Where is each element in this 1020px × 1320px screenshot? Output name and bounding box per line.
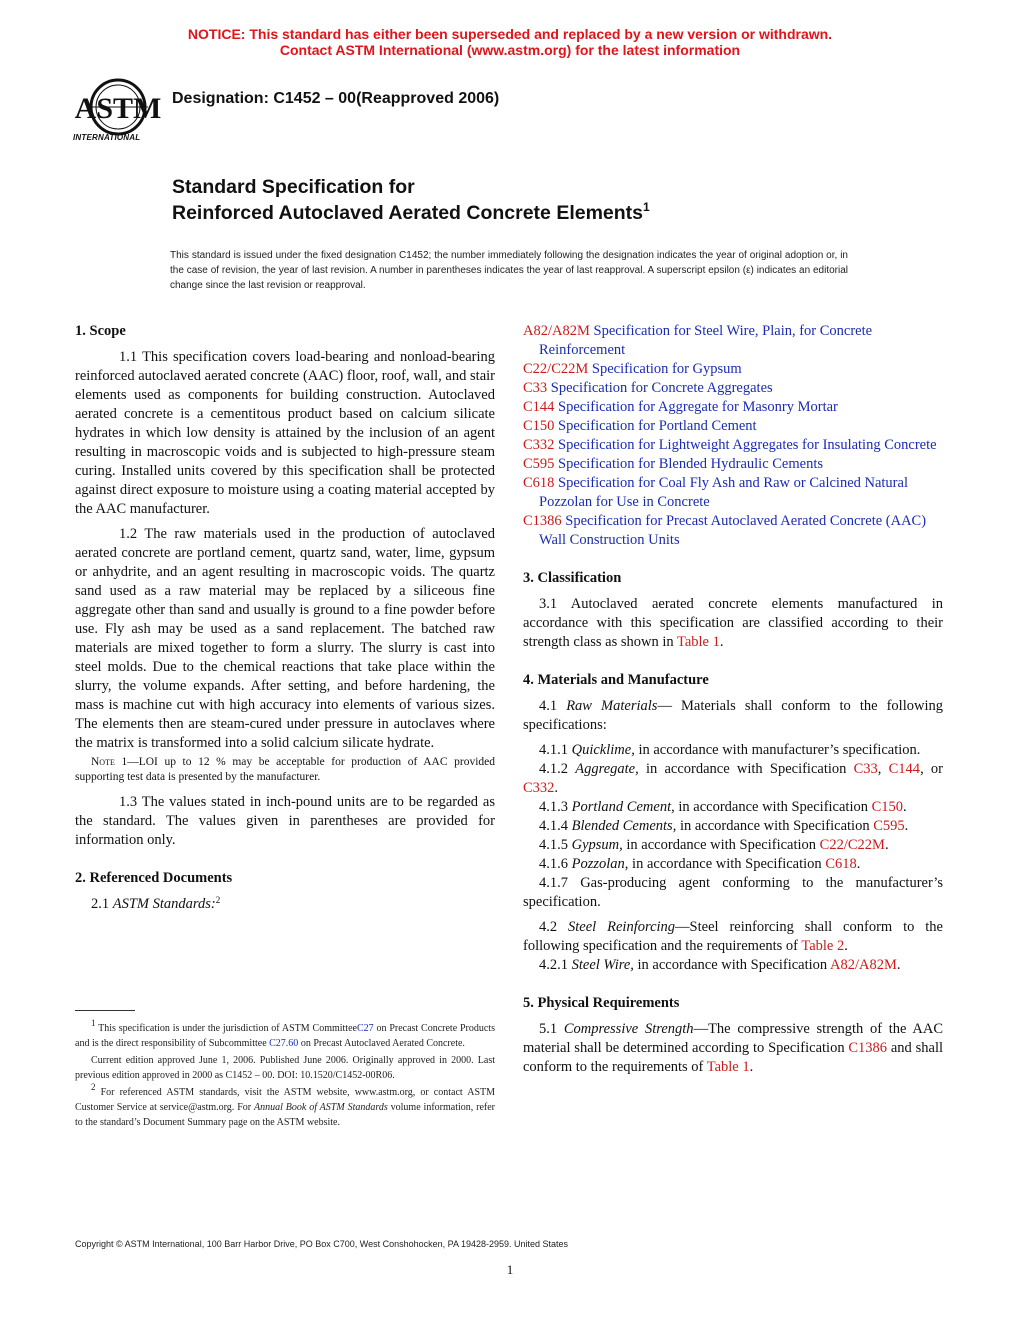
paragraph-1-3: 1.3 The values stated in inch-pound units are to be regarded as the standard. The values given in parentheses are provided for information only.: [75, 794, 495, 848]
designation: Designation: C1452 – 00(Reapproved 2006): [172, 90, 500, 107]
para-number: 4.1.5: [539, 837, 572, 853]
para-end: .: [856, 856, 861, 872]
link-table-1[interactable]: Table 1: [706, 1059, 750, 1075]
ref-code[interactable]: C22/C22M: [523, 361, 589, 377]
ref-item[interactable]: [507, 398, 943, 417]
ref-code[interactable]: C33: [523, 380, 548, 396]
footnote-1-text-c: on Precast Autoclaved Aerated Concrete.: [298, 1038, 465, 1049]
ref-title[interactable]: Specification for Gypsum: [591, 361, 742, 377]
section-3-heading: 3. Classification: [523, 570, 622, 586]
footnote-divider: [75, 1010, 135, 1011]
para-italic: Steel Reinforcing: [568, 919, 676, 935]
copyright-line: Copyright © ASTM International, 100 Barr Harbor Drive, PO Box C700, West Conshohocken, PA 19428-2959. United States: [75, 1239, 569, 1249]
ref-item[interactable]: [507, 417, 943, 436]
section-2-heading: 2. Referenced Documents: [75, 870, 233, 886]
intro-paragraph: This standard is issued under the fixed designation C1452; the number immediately following the designation indicates the year of original adoption or, in the case of revision, the year of last revision. A number in parentheses indicates the year of last reapproval. A superscript epsilon (ε) indicates an editorial change since the last revision or reapproval.: [170, 250, 848, 291]
para-italic: Portland Cement,: [571, 799, 675, 815]
ref-title[interactable]: Specification for Coal Fly Ash and Raw or Calcined Natural Pozzolan for Use in Concrete: [539, 475, 908, 510]
para-number: 4.2: [539, 919, 569, 935]
ref-title[interactable]: Specification for Portland Cement: [558, 418, 757, 434]
ref-item[interactable]: [507, 322, 943, 360]
ref-title[interactable]: Specification for Blended Hydraulic Cements: [558, 456, 823, 472]
para-end: .: [749, 1059, 754, 1075]
ref-item[interactable]: [507, 474, 943, 512]
paragraph-4-1-3: [523, 798, 943, 817]
para-text: — Materials shall conform to the following specifications:: [523, 698, 943, 733]
note-text: —LOI up to 12 % may be acceptable for production of AAC provided supporting test data is presented by the manufacturer.: [75, 756, 495, 783]
para-text: in accordance with Specification: [628, 856, 826, 872]
paragraph-2-1: [75, 895, 495, 914]
ref-code[interactable]: C595: [523, 456, 555, 472]
para-end: .: [903, 799, 907, 815]
footnote-2-mark: 2: [91, 1082, 96, 1092]
paragraph-4-1-7: 4.1.7 Gas-producing agent conforming to the manufacturer’s specification.: [523, 875, 943, 910]
para-text: in accordance with Specification: [676, 818, 874, 834]
footnote-1: [75, 1018, 495, 1051]
ref-item[interactable]: [507, 512, 943, 550]
para-text: —The compressive strength of the AAC material shall be determined according to Specification: [523, 1021, 944, 1056]
para-text: in accordance with Specification: [633, 957, 830, 973]
ref-code[interactable]: C1386: [523, 513, 562, 529]
link-a82[interactable]: A82/A82M: [829, 957, 897, 973]
para-end: .: [719, 634, 724, 650]
logo-wordmark: INTERNATIONAL: [73, 133, 141, 142]
referenced-standards-list: [507, 322, 943, 550]
para-text: —Steel reinforcing shall conform to the following specification and the requirements of: [523, 919, 943, 954]
footnote-1-text-a: This specification is under the jurisdiction of ASTM Committee: [95, 1023, 357, 1034]
para-italic: Gypsum,: [571, 837, 623, 853]
para-italic: Pozzolan,: [571, 856, 629, 872]
para-text: in accordance with Specification: [674, 799, 872, 815]
title-main: Reinforced Autoclaved Aerated Concrete Elements: [172, 202, 644, 224]
ref-code[interactable]: C332: [523, 437, 555, 453]
paragraph-4-1-5: [523, 836, 943, 855]
paragraph-4-1-6: [523, 855, 943, 874]
paragraph-4-1-1: [523, 741, 943, 760]
section-5-heading: 5. Physical Requirements: [523, 995, 680, 1011]
para-number: 4.2.1: [539, 957, 572, 973]
link-c618[interactable]: C618: [825, 856, 857, 872]
right-column: [523, 322, 943, 1083]
left-column: [75, 322, 495, 920]
ref-title[interactable]: Specification for Concrete Aggregates: [550, 380, 773, 396]
para-end: .: [884, 837, 889, 853]
link-table-2[interactable]: Table 2: [801, 938, 845, 954]
paragraph-4-1-2: [523, 760, 943, 798]
paragraph-5-1: [523, 1020, 943, 1077]
para-number: 4.1.3: [539, 799, 572, 815]
link-c144[interactable]: C144: [888, 761, 921, 777]
section-4-heading: 4. Materials and Manufacture: [523, 672, 709, 688]
para-italic: Quicklime,: [571, 742, 635, 758]
para-text: and shall conform to the requirements of: [523, 1040, 943, 1075]
note-label: Note 1: [91, 756, 128, 768]
para-end: .: [896, 957, 901, 973]
page-number: 1: [506, 1262, 514, 1277]
ref-code[interactable]: C150: [523, 418, 555, 434]
notice-line-2: Contact ASTM International (www.astm.org) for the latest information: [279, 42, 741, 58]
para-italic: Blended Cements,: [571, 818, 677, 834]
link-c22[interactable]: C22/C22M: [819, 837, 885, 853]
para-number: 4.1.1: [539, 742, 572, 758]
link-c332[interactable]: C332: [523, 780, 555, 796]
logo-mark: ASTM: [74, 92, 162, 125]
link-c150[interactable]: C150: [871, 799, 904, 815]
para-text: in accordance with Specification: [622, 837, 820, 853]
footnote-mark-2[interactable]: 2: [215, 895, 221, 905]
footnote-2-text-a: For referenced ASTM standards, visit the ASTM website, www.astm.org, or contact ASTM Customer Service at service@astm.org. For: [75, 1087, 495, 1113]
link-c27-60[interactable]: C27.60: [269, 1038, 299, 1049]
ref-title[interactable]: Specification for Aggregate for Masonry Mortar: [558, 399, 838, 415]
footnote-2-italic: Annual Book of ASTM Standards: [253, 1102, 388, 1113]
footnote-1-mark: 1: [91, 1018, 96, 1028]
paragraph-1-2: 1.2 The raw materials used in the production of autoclaved aerated concrete are portland cement, quartz sand, water, lime, gypsum or anhydrite, and an agent resulting in macroscopic voids. The quartz sand used as a raw material may be replaced by a siliceous fine aggregate other than sand and usually is ground to a fine powder before use. Fly ash may be used as a sand replacement. The batched raw materials are mixed together to form a slurry. The slurry is cast into steel molds. Due to the chemical reactions that take place within the slurry, the volume expands. After setting, and before hardening, the mass is machine cut with high accuracy into elements of various sizes. The elements then are steam-cured under pressure in autoclaves where the matrix is transformed into a solid calcium silicate hydrate.: [75, 526, 495, 751]
title-line-1: Standard Specification for: [172, 176, 415, 198]
ref-item[interactable]: [507, 455, 943, 474]
paragraph-1-1: 1.1 This specification covers load-bearing and nonload-bearing reinforced autoclaved aerated concrete (AAC) floor, roof, wall, and stair elements used as components for building construction. Autoclaved aerated concrete is a cementitous product based on calcium silicate hydrates in which low density is attained by the inclusion of an agent resulting in macroscopic voids and is subjected to high-pressure steam curing. Installed units covered by this specification shall be protected against direct exposure to moisture using a coating material accepted by the AAC manufacturer.: [75, 349, 495, 517]
document-title: [172, 174, 650, 226]
para-italic: ASTM Standards:: [112, 896, 216, 912]
paragraph-4-1: [523, 697, 943, 735]
footnote-2: [75, 1082, 495, 1130]
para-italic: Steel Wire,: [571, 957, 634, 973]
para-number: 4.1: [539, 698, 567, 714]
ref-title[interactable]: Specification for Lightweight Aggregates for Insulating Concrete: [558, 437, 937, 453]
footnote-1-edition: Current edition approved June 1, 2006. Published June 2006. Originally approved in 2000. Last previous edition approved in 2000 as C1452 – 00. DOI: 10.1520/C1452-00R06.: [75, 1055, 495, 1081]
paragraph-4-1-4: [523, 817, 943, 836]
withdrawal-notice: [0, 26, 1020, 58]
paragraph-3-1: [523, 595, 943, 652]
link-c33[interactable]: C33: [853, 761, 878, 777]
ref-item[interactable]: [507, 379, 943, 398]
ref-item[interactable]: [507, 360, 943, 379]
section-1-heading: 1. Scope: [75, 323, 126, 339]
para-italic: Raw Materials: [566, 698, 658, 714]
paragraph-4-2: [523, 918, 943, 956]
para-sep: ,: [877, 761, 889, 777]
para-number: 5.1: [539, 1021, 564, 1037]
para-end: .: [554, 780, 559, 796]
ref-code[interactable]: A82/A82M: [523, 323, 590, 339]
para-text: 3.1 Autoclaved aerated concrete elements manufactured in accordance with this specification are classified according to their strength class as shown in: [523, 596, 943, 650]
para-number: 4.1.6: [539, 856, 572, 872]
ref-code[interactable]: C618: [523, 475, 555, 491]
ref-title[interactable]: Specification for Steel Wire, Plain, for Concrete Reinforcement: [539, 323, 873, 358]
ref-code[interactable]: C144: [523, 399, 555, 415]
notice-line-1: NOTICE: This standard has either been superseded and replaced by a new version or withdrawn.: [187, 26, 833, 42]
para-italic: Compressive Strength: [563, 1021, 694, 1037]
link-c595[interactable]: C595: [873, 818, 905, 834]
footnotes: [75, 1018, 495, 1132]
para-number: 4.1.4: [539, 818, 572, 834]
link-c1386[interactable]: C1386: [848, 1040, 888, 1056]
para-end: .: [844, 938, 848, 954]
para-text: in accordance with Specification: [638, 761, 854, 777]
para-sep: , or: [920, 761, 943, 777]
footnote-2-text-b: volume information, refer to the standard’s Document Summary page on the ASTM website.: [75, 1102, 495, 1128]
link-table-1[interactable]: Table 1: [677, 634, 720, 650]
para-end: .: [904, 818, 909, 834]
para-italic: Aggregate,: [575, 761, 639, 777]
ref-title[interactable]: Specification for Precast Autoclaved Aerated Concrete (AAC) Wall Construction Units: [539, 513, 927, 548]
note-1: [75, 755, 495, 785]
link-c27[interactable]: C27: [356, 1023, 374, 1034]
para-number: 2.1: [91, 896, 113, 912]
footnote-1-text-b: on Precast Concrete Products and is the direct responsibility of Subcommittee: [75, 1023, 495, 1049]
paragraph-4-2-1: [523, 956, 943, 975]
ref-item[interactable]: [507, 436, 943, 455]
para-number: 4.1.2: [539, 761, 576, 777]
title-footnote-mark[interactable]: 1: [643, 200, 650, 214]
para-text: in accordance with manufacturer’s specification.: [634, 742, 921, 758]
title-line-2: [172, 200, 650, 226]
